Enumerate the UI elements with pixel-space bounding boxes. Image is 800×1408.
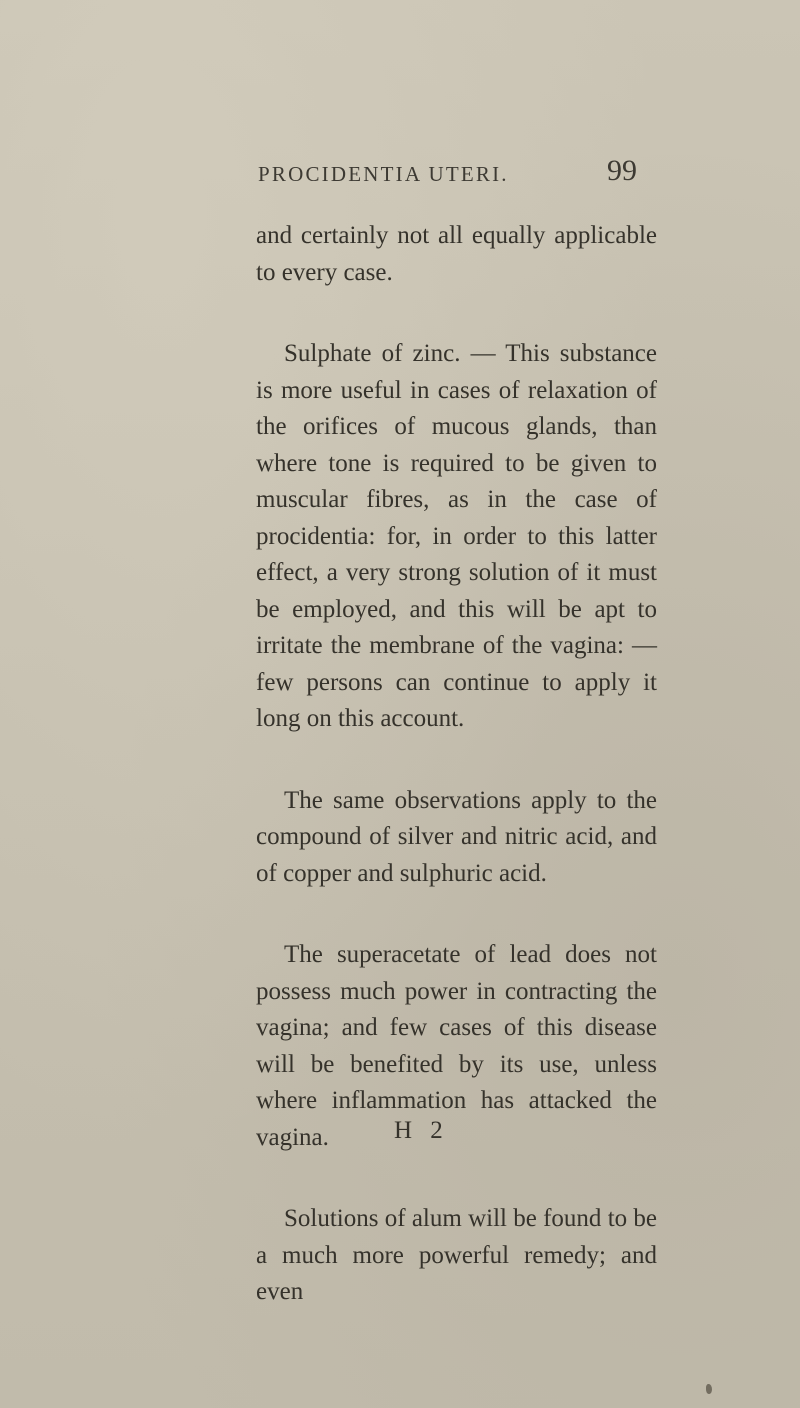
page-number: 99 bbox=[607, 154, 637, 187]
running-title: PROCIDENTIA UTERI. bbox=[258, 162, 509, 186]
paragraph-alum-solutions: Solutions of alum will be found to be a much more powerful remedy; and even bbox=[256, 1205, 657, 1305]
paragraph-superacetate-of-lead: The superacetate of lead does not possess much power in contracting the vagina; and few cases of this disease will be benefited by its use, unless where inflammation has attacked the vagina. bbox=[256, 941, 657, 1151]
signature-mark: H 2 bbox=[394, 1117, 449, 1144]
paper-speck bbox=[706, 1384, 712, 1394]
running-head bbox=[258, 154, 658, 202]
body-text bbox=[256, 218, 657, 1311]
paragraph-sulphate-of-zinc: Sulphate of zinc. — This substance is more useful in cases of relaxation of the orifices of mucous glands, than where tone is required to be given to muscular fibres, as in the case of procidentia: for, in order to this latter effect, a very strong solution of it must be employed, and this will be apt to irritate the membrane of the vagina: — few persons can continue to apply it long on this account. bbox=[256, 340, 657, 732]
paragraph-continuation: and certainly not all equally applicable to every case. bbox=[256, 222, 657, 286]
paragraph-silver-nitric-acid: The same observations apply to the compound of silver and nitric acid, and of copper and sulphuric acid. bbox=[256, 786, 657, 887]
